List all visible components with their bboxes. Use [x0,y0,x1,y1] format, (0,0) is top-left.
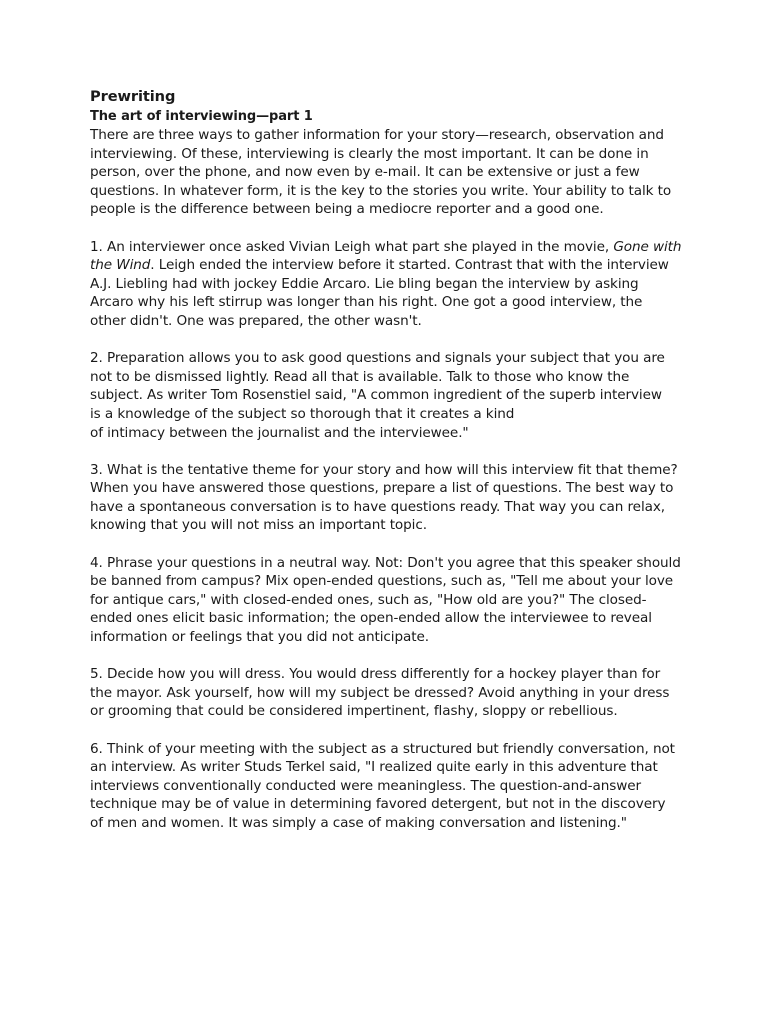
paragraph-1-text-a: 1. An interviewer once asked Vivian Leigh what part she played in the movie, [90,238,614,255]
page-heading: Prewriting [90,88,176,105]
paragraph-2-line-c: of intimacy between the journalist and the interviewee." [90,424,469,441]
paragraph-6: 6. Think of your meeting with the subject as a structured but friendly conversation, not an interview. As writer Studs Terkel said, "I realized quite early in this adventure that interviews conventionally conducted were meaningless. The question-and-answer technique may be of value in determining favored detergent, but not in the discovery of men and women. It was simply a case of making conversation and listening." [90,740,675,831]
paragraph-2 [90,349,682,442]
paragraph-2-line-b: is a knowledge of the subject so thorough that it creates a kind [90,405,515,422]
paragraph-2-line-a: 2. Preparation allows you to ask good questions and signals your subject that you are not to be dismissed lightly. Read all that is available. Talk to those who know the subject. As writer Tom Rosenstiel said, "A common ingredient of the superb interview [90,350,665,404]
paragraph-4: 4. Phrase your questions in a neutral way. Not: Don't you agree that this speaker should be banned from campus? Mix open-ended questions, such as, "Tell me about your love for antique cars," with closed-ended ones, such as, "How old are you?" The closed-ended ones elicit basic information; the open-ended allow the interviewee to reveal information or feelings that you did not anticipate. [90,554,681,646]
paragraph-5: 5. Decide how you will dress. You would dress differently for a hockey player than for the mayor. Ask yourself, how will my subject be dressed? Avoid anything in your dress or grooming that could be considered impertinent, flashy, sloppy or rebellious. [90,666,670,720]
document-page [90,86,682,833]
intro-paragraph: There are three ways to gather information for your story—research, observation and interviewing. Of these, interviewing is clearly the most important. It can be done in person, over the phone, and now even by e-mail. It can be extensive or just a few questions. In whatever form, it is the key to the stories you write. Your ability to talk to people is the difference between being a mediocre reporter and a good one. [90,127,672,218]
movie-title-italic: Gone with the Wind [90,238,682,274]
section-subheading: The art of interviewing—part 1 [90,109,313,124]
paragraph-1 [90,238,682,331]
paragraph-3: 3. What is the tentative theme for your story and how will this interview fit that theme? When you have answered those questions, prepare a list of questions. The best way to have a spontaneous conversation is to have questions ready. That way you can relax, knowing that you will not miss an important topic. [90,461,678,534]
paragraph-1-text-b: . Leigh ended the interview before it started. Contrast that with the interview A.J. Liebling had with jockey Eddie Arcaro. Lie bling began the interview by asking Arcaro why his left stirrup was longer than his right. One got a good interview, the other didn't. One was prepared, the other wasn't. [90,257,669,329]
